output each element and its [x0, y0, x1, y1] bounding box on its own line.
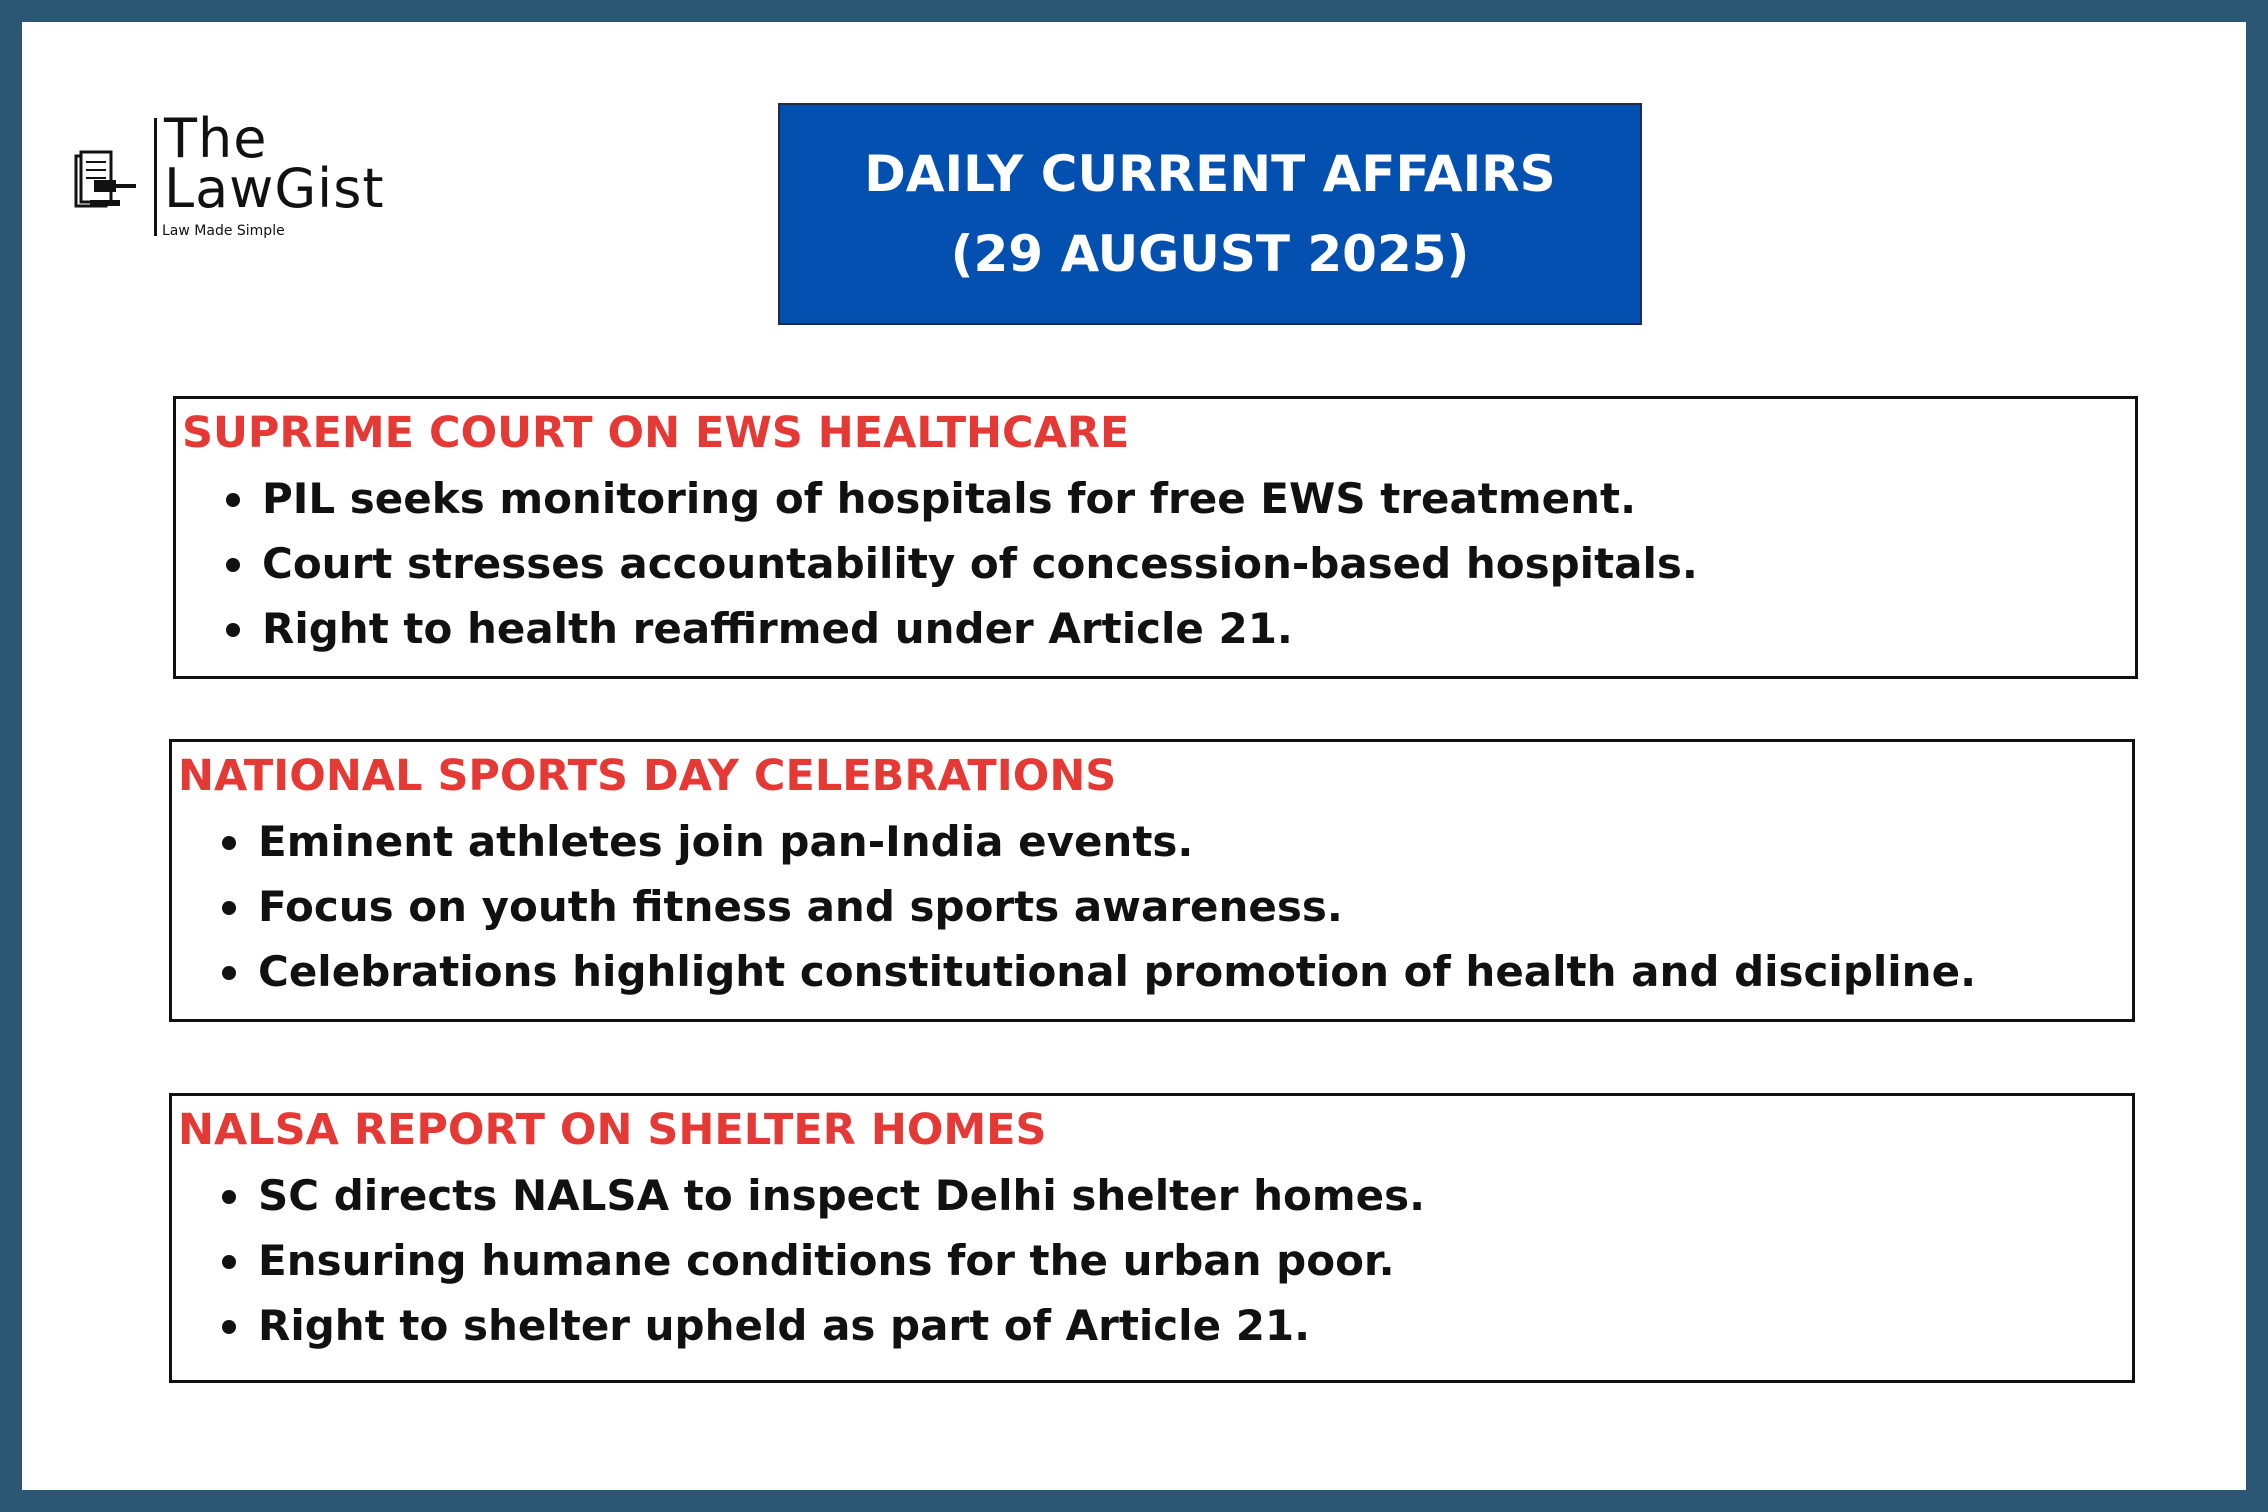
- list-item: [172, 877, 1976, 942]
- logo: [72, 107, 412, 244]
- bullet-icon: [226, 623, 240, 637]
- bullet-list: [172, 1166, 1425, 1361]
- list-item-text: Ensuring humane conditions for the urban poor.: [258, 1236, 1395, 1285]
- bullet-icon: [222, 901, 236, 915]
- title-banner: [778, 103, 1642, 325]
- list-item: [176, 534, 1698, 599]
- banner-date: (29 AUGUST 2025): [950, 225, 1470, 283]
- news-section-sports-day: [169, 739, 2135, 1022]
- bullet-icon: [226, 493, 240, 507]
- bullet-icon: [222, 1255, 236, 1269]
- section-heading: NATIONAL SPORTS DAY CELEBRATIONS: [178, 751, 1117, 801]
- logo-tagline: Law Made Simple: [162, 223, 285, 239]
- list-item: [172, 1296, 1425, 1361]
- list-item: [172, 812, 1976, 877]
- list-item-text: PIL seeks monitoring of hospitals for free EWS treatment.: [262, 474, 1637, 523]
- news-section-ews-healthcare: [173, 396, 2138, 679]
- list-item-text: Right to shelter upheld as part of Article 21.: [258, 1301, 1311, 1350]
- list-item: [172, 1166, 1425, 1231]
- list-item: [176, 469, 1698, 534]
- logo-line-2: LawGist: [164, 157, 385, 220]
- book-gavel-icon: [72, 142, 140, 214]
- list-item: [176, 599, 1698, 664]
- list-item-text: Eminent athletes join pan-India events.: [258, 817, 1194, 866]
- bullet-icon: [222, 966, 236, 980]
- bullet-icon: [226, 558, 240, 572]
- list-item-text: SC directs NALSA to inspect Delhi shelter homes.: [258, 1171, 1426, 1220]
- news-section-shelter-homes: [169, 1093, 2135, 1383]
- list-item-text: Right to health reaffirmed under Article 21.: [262, 604, 1293, 653]
- list-item: [172, 942, 1976, 1007]
- list-item-text: Court stresses accountability of concession-based hospitals.: [262, 539, 1698, 588]
- logo-line-1: The: [164, 107, 268, 170]
- logo-divider: [154, 118, 157, 236]
- list-item-text: Focus on youth fitness and sports awareness.: [258, 882, 1343, 931]
- section-heading: NALSA REPORT ON SHELTER HOMES: [178, 1105, 1047, 1155]
- list-item-text: Celebrations highlight constitutional promotion of health and discipline.: [258, 947, 1977, 996]
- section-heading: SUPREME COURT ON EWS HEALTHCARE: [182, 408, 1130, 458]
- bullet-icon: [222, 1190, 236, 1204]
- bullet-icon: [222, 836, 236, 850]
- banner-title: DAILY CURRENT AFFAIRS: [864, 145, 1556, 203]
- bullet-list: [176, 469, 1698, 664]
- bullet-icon: [222, 1320, 236, 1334]
- logo-text: [164, 107, 385, 220]
- bullet-list: [172, 812, 1976, 1007]
- list-item: [172, 1231, 1425, 1296]
